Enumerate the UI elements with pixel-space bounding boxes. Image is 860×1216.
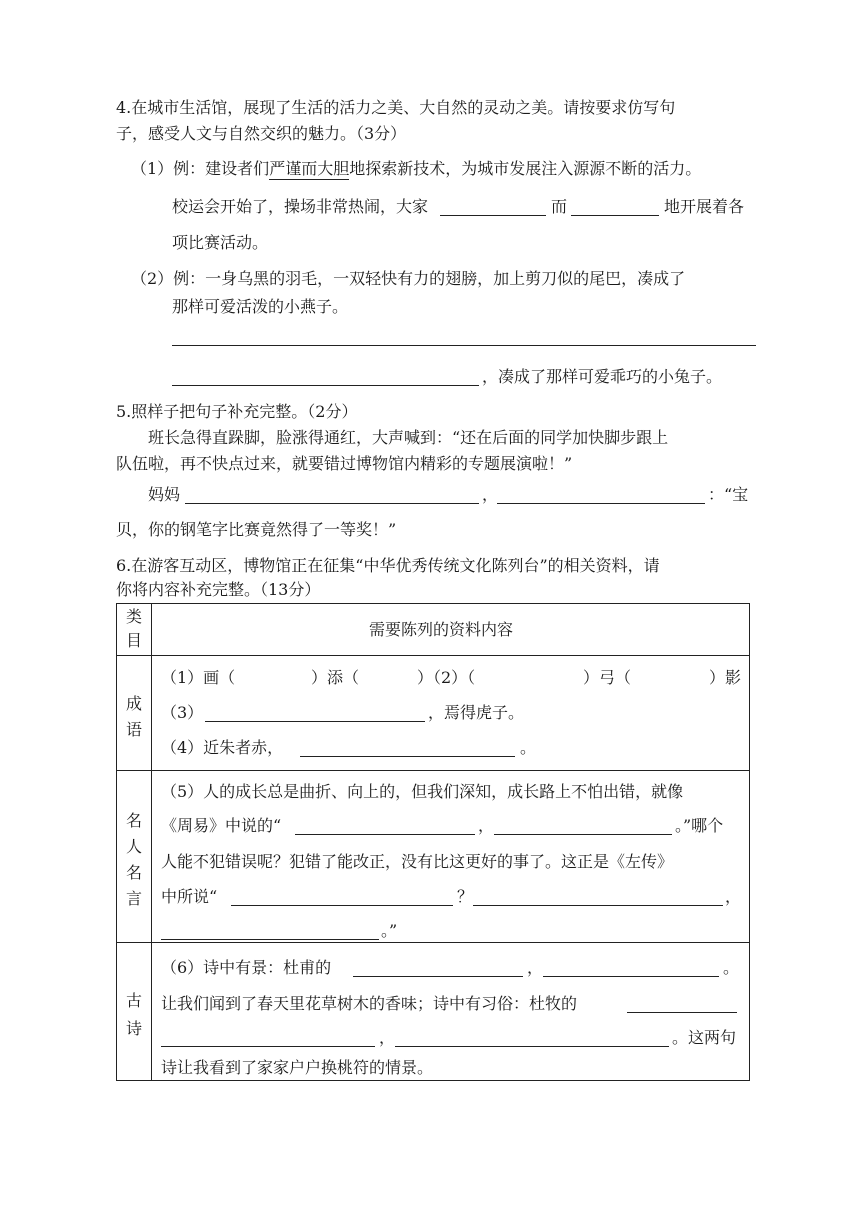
poem-line4: 诗让我看到了家家户户换桃符的情景。 <box>161 1058 434 1077</box>
table-row-divider <box>117 655 749 656</box>
quote-line1: （5）人的成长总是曲折、向上的，但我们深知，成长路上不怕出错，就像 <box>161 782 684 801</box>
answer-blank[interactable] <box>440 215 546 216</box>
category-quote-char: 言 <box>125 889 142 908</box>
table-row-divider <box>117 942 749 943</box>
quote-line2-comma: ， <box>478 816 495 835</box>
q4-p1-emphasis: 严谨而大胆 <box>269 159 350 178</box>
answer-blank[interactable] <box>172 385 479 386</box>
category-idiom-char: 成 <box>125 694 142 713</box>
answer-blank[interactable] <box>205 721 425 722</box>
poem-line1-comma: ， <box>527 958 544 977</box>
quote-line4-comma: ， <box>725 887 742 906</box>
q4-p1-suffix: 地探索新技术，为城市发展注入源源不断的活力。 <box>349 159 702 178</box>
table-row-divider <box>117 770 749 771</box>
idiom-2-end: ）影 <box>709 668 742 687</box>
q5-task-comma: ， <box>482 485 499 504</box>
q4-p1-task-a: 校运会开始了，操场非常热闹，大家 <box>172 197 429 216</box>
q4-p1-prefix: （1）例：建设者们 <box>131 159 270 178</box>
quote-line2-end: 。”哪个 <box>675 816 724 835</box>
poem-line2: 让我们闻到了春天里花草树木的香味；诗中有习俗：杜牧的 <box>161 994 578 1013</box>
answer-blank[interactable] <box>571 215 659 216</box>
q6-line2: 你将内容补充完整。（13分） <box>116 580 321 599</box>
poem-line3-comma: ， <box>379 1028 396 1047</box>
idiom-1-start: （1）画（ <box>161 668 236 687</box>
answer-blank[interactable] <box>353 976 523 977</box>
answer-blank[interactable] <box>172 345 756 346</box>
category-quote-char: 名 <box>125 811 142 830</box>
idiom-4-end: 。 <box>520 738 537 757</box>
poem-line1-start: （6）诗中有景：杜甫的 <box>161 958 332 977</box>
quote-line5-end: 。” <box>381 921 398 940</box>
idiom-1-middle: ）添（ <box>311 668 360 687</box>
category-idiom-char: 语 <box>125 720 142 739</box>
poem-line1-end: 。 <box>723 958 740 977</box>
q5-task-colon: ：“宝 <box>708 485 749 504</box>
q4-p2-line1: （2）例：一身乌黑的羽毛，一双轻快有力的翅膀，加上剪刀似的尾巴，凑成了 <box>131 269 686 288</box>
answer-blank[interactable] <box>161 939 379 940</box>
q4-p2-tail: ，凑成了那样可爱乖巧的小兔子。 <box>482 367 723 386</box>
answer-blank[interactable] <box>473 905 723 906</box>
poem-line3-end: 。这两句 <box>672 1028 737 1047</box>
idiom-2-start: ）（2）（ <box>417 668 476 687</box>
q4-p1-task-c: 地开展着各 <box>664 197 745 216</box>
q4-line1: 4.在城市生活馆，展现了生活的活力之美、大自然的灵动之美。请按要求仿写句 <box>116 98 676 117</box>
quote-line4-question: ？ <box>457 887 474 906</box>
answer-blank[interactable] <box>300 756 515 757</box>
q4-p1-task-d: 项比赛活动。 <box>172 233 269 252</box>
idiom-3-end: ，焉得虎子。 <box>428 703 525 722</box>
answer-blank[interactable] <box>185 503 479 504</box>
header-category-char: 类 <box>125 607 142 626</box>
answer-blank[interactable] <box>543 976 719 977</box>
answer-blank[interactable] <box>494 834 672 835</box>
idiom-4-start: （4）近朱者赤， <box>161 738 284 757</box>
q5-example-line2: 队伍啦，再不快点过来，就要错过博物馆内精彩的专题展演啦！” <box>116 454 573 473</box>
category-quote-char: 人 <box>125 837 142 856</box>
q5-example-line1: 班长急得直跺脚，脸涨得通红，大声喊到：“还在后面的同学加快脚步跟上 <box>148 428 669 447</box>
answer-blank[interactable] <box>295 834 475 835</box>
idiom-2-middle: ）弓（ <box>583 668 632 687</box>
materials-table <box>116 603 750 1081</box>
q4-p1-example <box>131 161 701 177</box>
quote-line4-start: 中所说“ <box>161 887 218 906</box>
q4-p2-line2: 那样可爱活泼的小燕子。 <box>172 297 349 316</box>
q5-task-start: 妈妈 <box>148 485 181 504</box>
category-poem-char: 古 <box>125 991 142 1010</box>
table-column-divider <box>151 604 152 1080</box>
answer-blank[interactable] <box>231 905 453 906</box>
answer-blank[interactable] <box>497 503 705 504</box>
category-poem-char: 诗 <box>125 1019 142 1038</box>
answer-blank[interactable] <box>395 1046 669 1047</box>
answer-blank[interactable] <box>627 1012 737 1013</box>
category-quote-char: 名 <box>125 863 142 882</box>
header-content: 需要陈列的资料内容 <box>369 620 514 639</box>
header-category-char: 目 <box>125 631 142 650</box>
q6-line1: 6.在游客互动区，博物馆正在征集“中华优秀传统文化陈列台”的相关资料，请 <box>116 556 660 575</box>
quote-line2-start: 《周易》中说的“ <box>161 816 282 835</box>
idiom-3-start: （3） <box>161 703 204 722</box>
answer-blank[interactable] <box>161 1046 375 1047</box>
q5-task-line2: 贝，你的钢笔字比赛竟然得了一等奖！” <box>116 520 397 539</box>
q5-title: 5.照样子把句子补充完整。（2分） <box>116 402 358 421</box>
quote-line3: 人能不犯错误呢？犯错了能改正，没有比这更好的事了。这正是《左传》 <box>161 852 674 871</box>
q4-p1-task-b: 而 <box>551 197 568 216</box>
q4-line2: 子，感受人文与自然交织的魅力。（3分） <box>116 124 407 143</box>
